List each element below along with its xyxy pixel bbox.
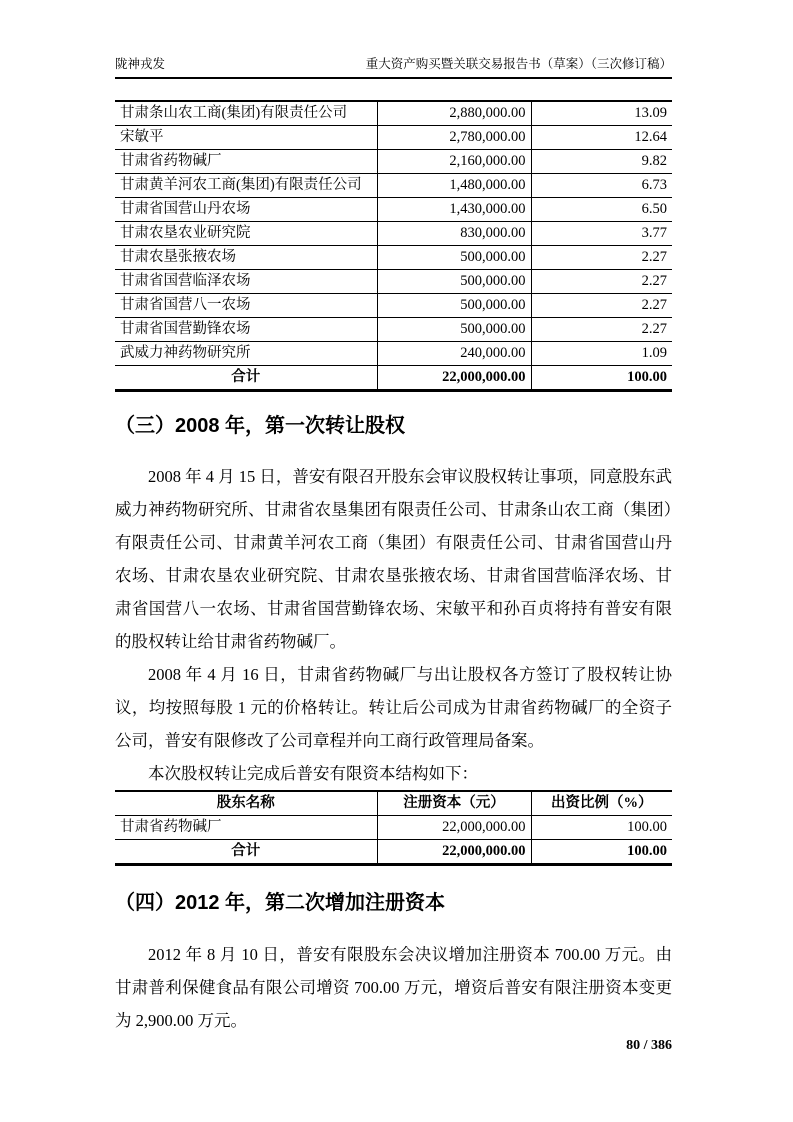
shareholder-name-cell: 甘肃农垦张掖农场 (115, 246, 377, 270)
total-label-cell: 合计 (115, 366, 377, 391)
header-registered-capital: 注册资本（元） (377, 791, 531, 816)
capital-cell: 1,430,000.00 (377, 198, 531, 222)
capital-cell: 500,000.00 (377, 246, 531, 270)
ratio-cell: 2.27 (531, 294, 672, 318)
capital-cell: 2,780,000.00 (377, 126, 531, 150)
table-total-row (115, 840, 672, 865)
shareholder-name-cell: 甘肃省国营临泽农场 (115, 270, 377, 294)
shareholder-name-cell: 武威力神药物研究所 (115, 342, 377, 366)
paragraph: 本次股权转让完成后普安有限资本结构如下： (148, 764, 478, 783)
capital-cell: 500,000.00 (377, 270, 531, 294)
table-row (115, 150, 672, 174)
shareholder-capital-table-continued (115, 100, 672, 392)
header-shareholder-name: 股东名称 (115, 791, 377, 816)
ratio-cell: 12.64 (531, 126, 672, 150)
total-capital-cell: 22,000,000.00 (377, 366, 531, 391)
table-row (115, 270, 672, 294)
table-row (115, 246, 672, 270)
paragraph: 2008 年 4 月 16 日，甘肃省药物碱厂与出让股权各方签订了股权转让协议，均按照每股 1 元的价格转让。转让后公司成为甘肃省药物碱厂的全资子公司，普安有限修改了公司章程并向工商行政管理局备案。 (115, 665, 672, 750)
page-header (115, 56, 672, 79)
table-row (115, 101, 672, 126)
shareholder-name-cell: 甘肃省药物碱厂 (115, 150, 377, 174)
table-row (115, 816, 672, 840)
table-row (115, 294, 672, 318)
table-row (115, 126, 672, 150)
ratio-cell: 2.27 (531, 318, 672, 342)
capital-cell: 500,000.00 (377, 318, 531, 342)
table-header-row (115, 791, 672, 816)
total-ratio-cell: 100.00 (531, 366, 672, 391)
ratio-cell: 13.09 (531, 101, 672, 126)
shareholder-name-cell: 甘肃黄羊河农工商(集团)有限责任公司 (115, 174, 377, 198)
shareholder-name-cell: 甘肃省国营山丹农场 (115, 198, 377, 222)
section-heading-four: （四）2012 年，第二次增加注册资本 (115, 892, 446, 914)
table-row (115, 318, 672, 342)
header-contribution-ratio: 出资比例（%） (531, 791, 672, 816)
shareholder-name-cell: 宋敏平 (115, 126, 377, 150)
footer-page-number: 80 / 386 (626, 1038, 672, 1053)
ratio-cell: 100.00 (531, 816, 672, 840)
capital-cell: 2,880,000.00 (377, 101, 531, 126)
ratio-cell: 2.27 (531, 270, 672, 294)
shareholder-rows (115, 101, 672, 366)
shareholder-name-cell: 甘肃条山农工商(集团)有限责任公司 (115, 101, 377, 126)
capital-cell: 2,160,000.00 (377, 150, 531, 174)
shareholder-name-cell: 甘肃省国营八一农场 (115, 294, 377, 318)
capital-cell: 830,000.00 (377, 222, 531, 246)
table-row (115, 342, 672, 366)
ratio-cell: 2.27 (531, 246, 672, 270)
paragraph: 2008 年 4 月 15 日，普安有限召开股东会审议股权转让事项，同意股东武威力神药物研究所、甘肃省农垦集团有限责任公司、甘肃条山农工商（集团）有限责任公司、甘肃黄羊河农工商（集团）有限责任公司、甘肃省国营山丹农场、甘肃农垦农业研究院、甘肃农垦张掖农场、甘肃省国营临泽农场、甘肃省国营八一农场、甘肃省国营勤锋农场、宋敏平和孙百贞将持有普安有限的股权转让给甘肃省药物碱厂。 (115, 467, 672, 651)
ratio-cell: 6.50 (531, 198, 672, 222)
shareholder-name-cell: 甘肃农垦农业研究院 (115, 222, 377, 246)
total-capital-cell: 22,000,000.00 (377, 840, 531, 865)
capital-cell: 240,000.00 (377, 342, 531, 366)
header-right-title: 重大资产购买暨关联交易报告书（草案）（三次修订稿） (365, 57, 672, 71)
table-row (115, 174, 672, 198)
result-rows (115, 816, 672, 840)
ratio-cell: 6.73 (531, 174, 672, 198)
capital-cell: 22,000,000.00 (377, 816, 531, 840)
header-left-title: 陇神戎发 (115, 57, 166, 71)
ratio-cell: 1.09 (531, 342, 672, 366)
table-total-row (115, 366, 672, 391)
table-row (115, 222, 672, 246)
section-heading-three: （三）2008 年，第一次转让股权 (115, 415, 406, 437)
total-label-cell: 合计 (115, 840, 377, 865)
capital-cell: 1,480,000.00 (377, 174, 531, 198)
ratio-cell: 3.77 (531, 222, 672, 246)
total-ratio-cell: 100.00 (531, 840, 672, 865)
shareholder-name-cell: 甘肃省国营勤锋农场 (115, 318, 377, 342)
ratio-cell: 9.82 (531, 150, 672, 174)
capital-cell: 500,000.00 (377, 294, 531, 318)
paragraph: 2012 年 8 月 10 日，普安有限股东会决议增加注册资本 700.00 万元。由甘肃普利保健食品有限公司增资 700.00 万元，增资后普安有限注册资本变更为 2,900.00 万元。 (115, 945, 672, 1030)
table-row (115, 198, 672, 222)
shareholder-name-cell: 甘肃省药物碱厂 (115, 816, 377, 840)
capital-structure-result-table (115, 790, 672, 866)
